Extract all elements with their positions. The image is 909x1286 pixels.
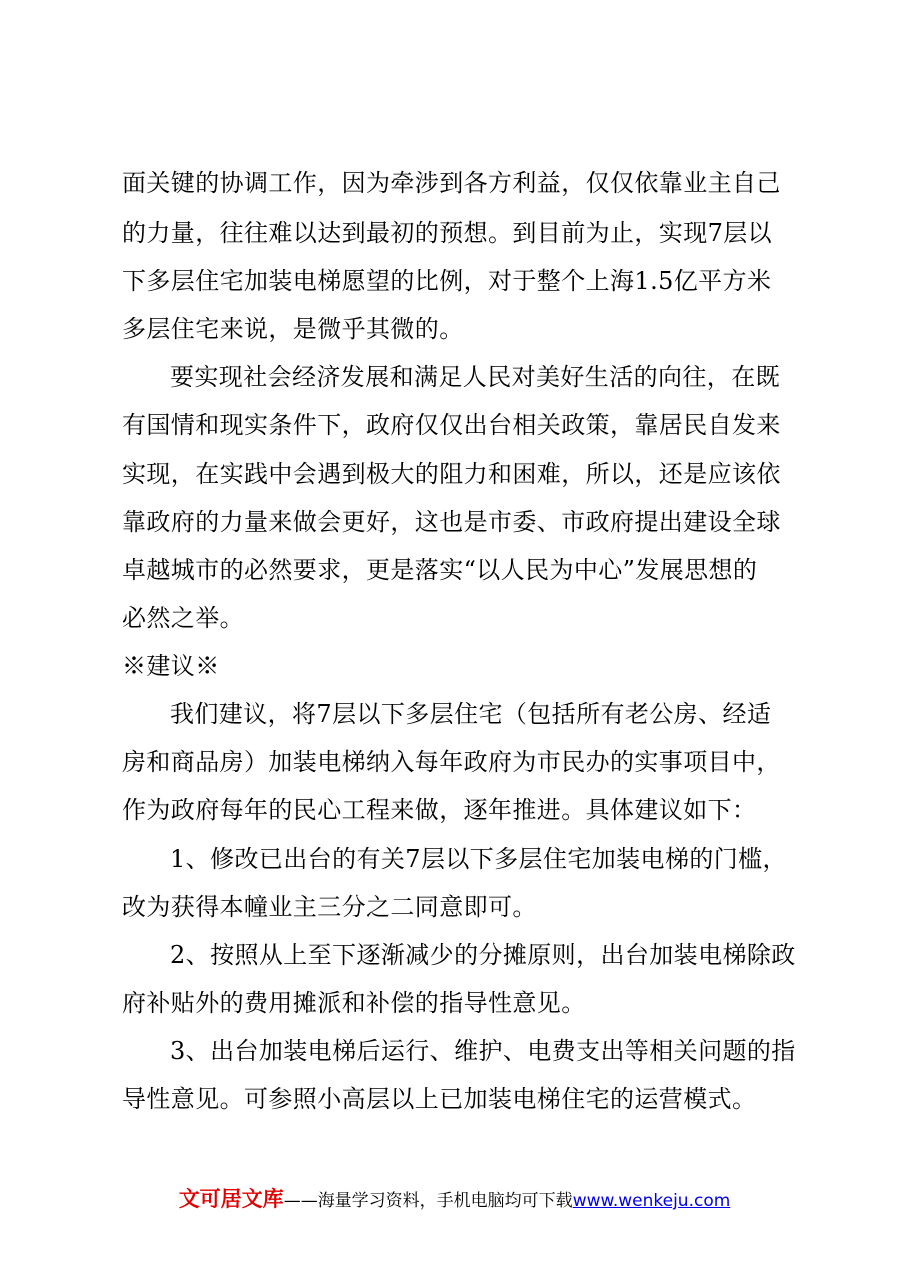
paragraph-line: 有国情和现实条件下，政府仅仅出台相关政策，靠居民自发来 [122, 411, 781, 439]
paragraph-line: 我们建议，将7层以下多层住宅（包括所有老公房、经适 [170, 700, 772, 728]
paragraph-line: 面关键的协调工作，因为牵涉到各方利益，仅仅依靠业主自己 [122, 169, 781, 197]
paragraph-line: 的力量，往往难以达到最初的预想。到目前为止，实现7层以 [122, 219, 773, 247]
list-item-line: 府补贴外的费用摊派和补偿的指导性意见。 [122, 989, 586, 1017]
paragraph-line: 卓越城市的必然要求，更是落实“以人民为中心”发展思想的 [122, 556, 758, 584]
paragraph-line: 靠政府的力量来做会更好，这也是市委、市政府提出建设全球 [122, 508, 781, 536]
footer-website-link[interactable]: www.wenkeju.com [572, 1191, 731, 1211]
paragraph-line: 作为政府每年的民心工程来做，逐年推进。具体建议如下： [122, 796, 757, 824]
paragraph-line: 下多层住宅加装电梯愿望的比例，对于整个上海1.5亿平方米 [122, 267, 772, 295]
list-item-line: 改为获得本幢业主三分之二同意即可。 [122, 893, 537, 921]
list-item-line: 2、按照从上至下逐渐减少的分摊原则，出台加装电梯除政 [170, 941, 796, 969]
list-item-line: 导性意见。可参照小高层以上已加装电梯住宅的运营模式。 [122, 1085, 757, 1113]
footer-tagline: ——海量学习资料，手机电脑均可下载 [283, 1191, 573, 1211]
paragraph-line: 多层住宅来说，是微乎其微的。 [122, 315, 464, 343]
paragraph-line: 要实现社会经济发展和满足人民对美好生活的向往，在既 [170, 363, 780, 391]
paragraph-line: 必然之举。 [122, 604, 244, 632]
footer-banner [0, 1183, 909, 1213]
section-heading: ※建议※ [122, 652, 220, 680]
paragraph-line: 实现，在实践中会遇到极大的阻力和困难，所以，还是应该依 [122, 460, 781, 488]
footer-brand: 文可居文库 [178, 1187, 284, 1211]
list-item-line: 1、修改已出台的有关7层以下多层住宅加装电梯的门槛， [170, 845, 787, 873]
list-item-line: 3、出台加装电梯后运行、维护、电费支出等相关问题的指 [170, 1037, 796, 1065]
paragraph-line: 房和商品房）加装电梯纳入每年政府为市民办的实事项目中， [122, 748, 781, 776]
